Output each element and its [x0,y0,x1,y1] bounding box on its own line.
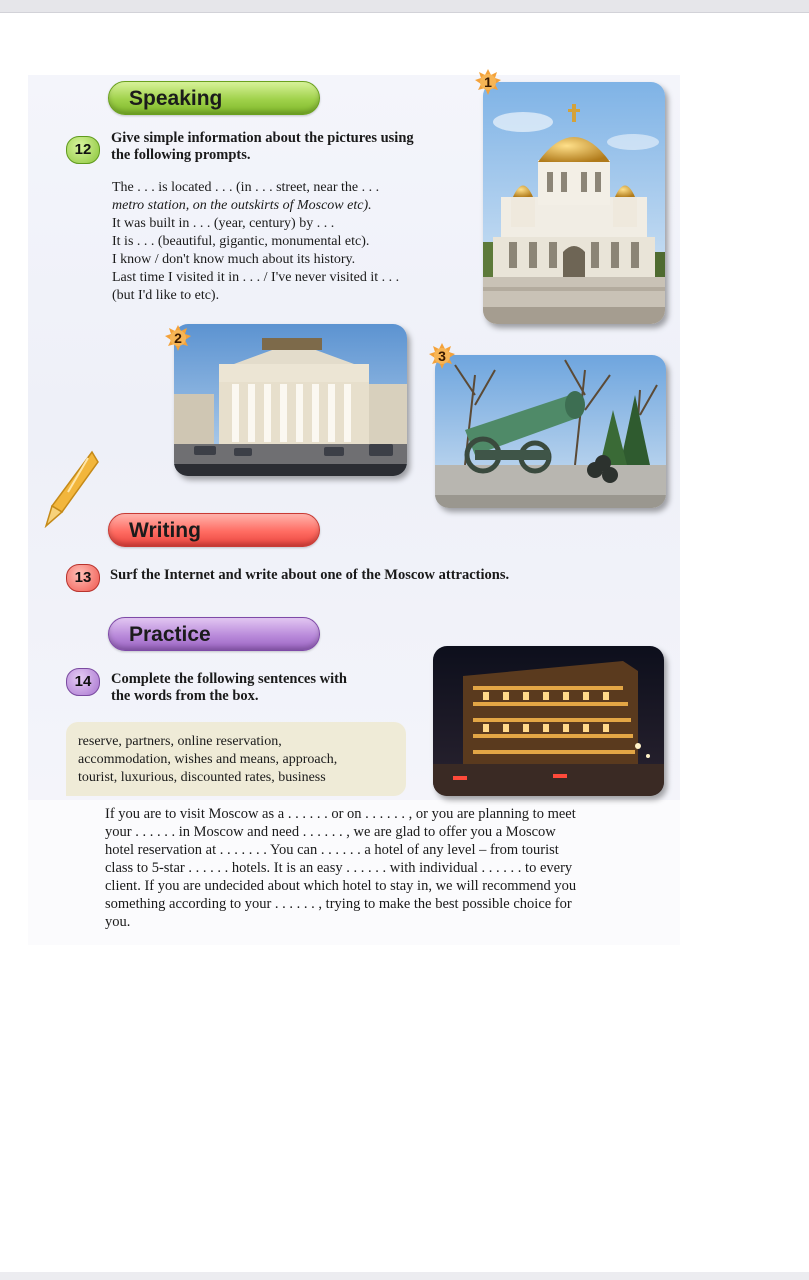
section-speaking: Speaking [108,81,320,115]
photo-badge-2 [164,324,192,352]
theatre-photo [174,324,407,476]
exercise-12-prompts [112,179,472,305]
exercise-number-14: 14 [66,668,100,696]
text-line: you. [105,914,131,930]
exercise-14-instruction [111,671,421,705]
prompt-line: (but I'd like to etc). [112,288,220,303]
instruction-line: the words from the box. [111,688,259,704]
exercise-number-13: 13 [66,564,100,592]
instruction-line: Complete the following sentences with [111,671,348,687]
text-line: class to 5-star . . . . . . hotels. It is an easy . . . . . . with individual . . . . . . to every [105,860,573,876]
photo-badge-3 [428,342,456,370]
photo-badge-label: 2 [174,330,182,346]
photo-badge-1 [474,68,502,96]
text-line: If you are to visit Moscow as a . . . . . . or on . . . . . . , or you are planning to meet [105,806,576,822]
exercise-12-instruction [111,130,471,164]
word-box-line: reserve, partners, online reservation, [78,734,282,749]
instruction-line: Give simple information about the pictures using [111,130,414,146]
cathedral-photo [483,82,665,324]
section-practice: Practice [108,617,320,651]
instruction-line: the following prompts. [111,147,251,163]
prompt-line: It was built in . . . (year, century) by . . . [112,216,335,231]
word-box [66,722,406,796]
exercise-13-instruction: Surf the Internet and write about one of the Moscow attractions. [110,567,510,583]
prompt-line: It is . . . (beautiful, gigantic, monumental etc). [112,234,370,249]
prompt-line: I know / don't know much about its history. [112,252,356,267]
photo-badge-label: 3 [438,348,446,364]
text-line: client. If you are undecided about which hotel to stay in, we will recommend you [105,878,577,894]
section-writing: Writing [108,513,320,547]
text-line: something according to your . . . . . . , trying to make the best possible choice for [105,896,572,912]
status-bar [0,0,809,13]
bottom-bar [0,1272,809,1280]
text-line: hotel reservation at . . . . . . . You can . . . . . . a hotel of any level – from tourist [105,842,559,858]
word-box-line: tourist, luxurious, discounted rates, business [78,770,326,785]
text-line: your . . . . . . in Moscow and need . . . . . . , we are glad to offer you a Moscow [105,824,556,840]
exercise-14-text [105,805,665,931]
word-box-line: accommodation, wishes and means, approach, [78,752,338,767]
exercise-number-12: 12 [66,136,100,164]
prompt-line: Last time I visited it in . . . / I've never visited it . . . [112,270,400,285]
hotel-photo [433,646,664,796]
pen-nib-icon [40,448,100,528]
cannon-photo [435,355,666,508]
prompt-line: metro station, on the outskirts of Moscow etc). [112,198,372,213]
photo-badge-label: 1 [484,74,492,90]
prompt-line: The . . . is located . . . (in . . . street, near the . . . [112,180,380,195]
